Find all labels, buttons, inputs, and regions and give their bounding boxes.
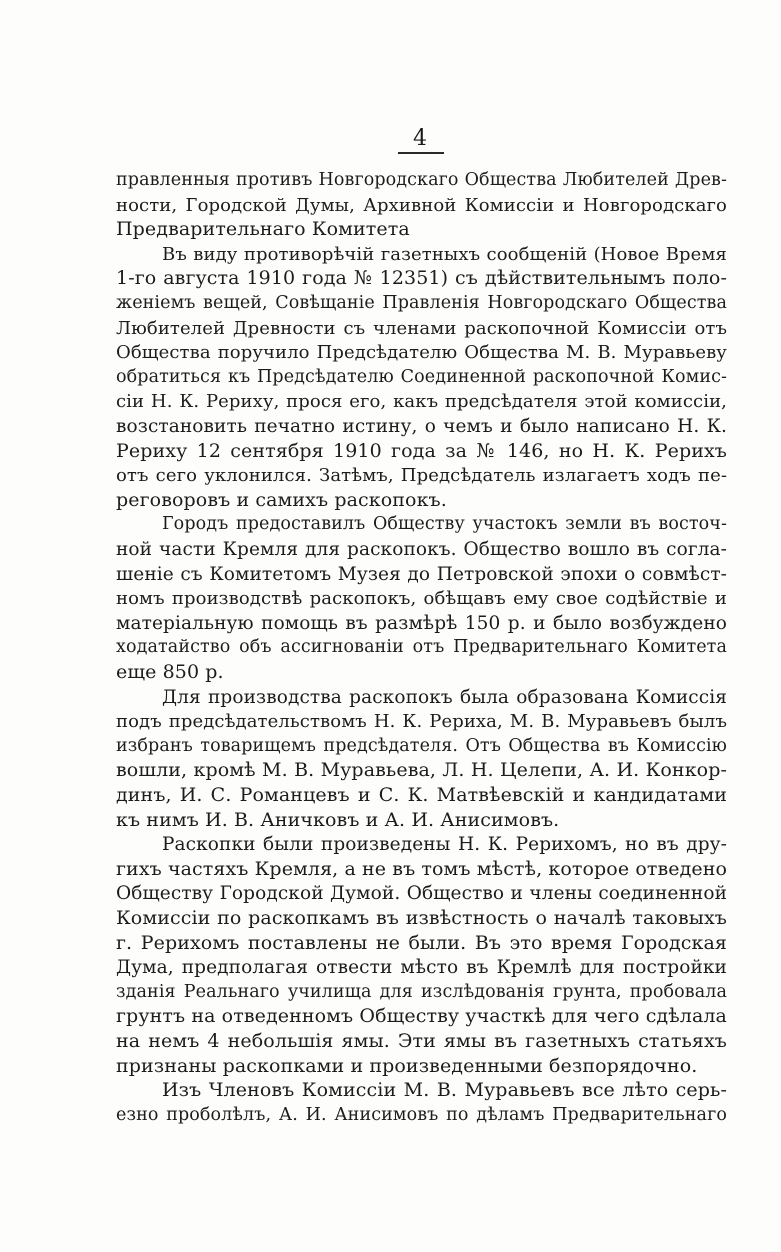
text-line: возстановить печатно истину, о чемъ и было написано Н. К.: [116, 416, 727, 437]
text-line: вошли, кромѣ М. В. Муравьева, Л. Н. Целепи, А. И. Конкор-: [116, 759, 727, 781]
text-line: Комиссіи по раскопкамъ въ извѣстность о началѣ таковыхъ: [116, 907, 727, 929]
text-line: Раскопки были произведены Н. К. Рерихомъ, но въ дру-: [162, 834, 727, 855]
text-line: ходатайство объ ассигнованіи отъ Предварительнаго Комитета: [116, 637, 727, 657]
page-number-underline: [398, 152, 444, 154]
text-line: Любителей Древности съ членами раскопочной Комиссіи отъ: [116, 318, 727, 339]
text-line: на немъ 4 небольшія ямы. Эти ямы въ газетныхъ статьяхъ: [116, 1030, 727, 1052]
text-line: Обществу Городской Думой. Общество и члены соединенной: [116, 883, 727, 904]
text-line: г. Рерихомъ поставлены не были. Въ это время Городская: [116, 932, 727, 954]
text-line: обратиться къ Предсѣдателю Соединенной раскопочной Комис-: [116, 367, 727, 387]
text-line: подъ предсѣдательствомъ Н. К. Рериха, М. В. Муравьевъ былъ: [116, 711, 727, 732]
text-line: правленныя противъ Новгородскаго Общества Любителей Древ-: [116, 170, 727, 190]
text-line: Дума, предполагая отвести мѣсто въ Кремлѣ для постройки: [116, 957, 727, 978]
text-line: избранъ товарищемъ предсѣдателя. Отъ Общества въ Комиссію: [116, 736, 727, 756]
text-line: женіемъ вещей, Совѣщаніе Правленія Новгородскаго Общества: [116, 293, 727, 313]
text-line: отъ сего уклонился. Затѣмъ, Предсѣдатель излагаетъ ходъ пе-: [116, 465, 727, 486]
text-line: зданія Реальнаго училища для изслѣдованія грунта, пробовала: [116, 982, 727, 1002]
text-line: шеніе съ Комитетомъ Музея до Петровской эпохи о совмѣст-: [116, 564, 727, 585]
text-line: Общества поручило Предсѣдателю Общества М. В. Муравьеву: [116, 342, 727, 363]
text-line: динъ, И. С. Романцевъ и С. К. Матвѣевскій и кандидатами: [116, 784, 727, 806]
text-line: къ нимъ И. В. Аничковъ и А. И. Анисимовъ.: [116, 809, 560, 831]
text-line: сіи Н. К. Рериху, прося его, какъ предсѣдателя этой комиссіи,: [116, 391, 727, 412]
text-line: признаны раскопками и произведенными безпорядочно.: [116, 1055, 698, 1077]
text-line: 1-го августа 1910 года № 12351) съ дѣйствительнымъ поло-: [116, 267, 727, 289]
text-line: езно проболѣлъ, А. И. Анисимовъ по дѣламъ Предварительнаго: [116, 1105, 727, 1125]
text-line: еще 850 р.: [116, 661, 224, 683]
text-line: Въ виду противорѣчій газетныхъ сообщеній (Новое Время: [162, 244, 727, 265]
text-line: реговоровъ и самихъ раскопокъ.: [116, 489, 447, 511]
text-line: Предварительнаго Комитета: [116, 218, 410, 240]
text-line: ной части Кремля для раскопокъ. Общество вошло въ согла-: [116, 539, 727, 560]
text-line: матеріальную помощь въ размѣрѣ 150 р. и было возбуждено: [116, 613, 727, 634]
page-number: 4: [413, 126, 427, 151]
text-line: номъ производствѣ раскопокъ, обѣщавъ ему свое содѣйствіе и: [116, 588, 727, 609]
text-line: Рериху 12 сентября 1910 года за № 146, но Н. К. Рерихъ: [116, 440, 727, 462]
text-line: Изъ Членовъ Комиссіи М. В. Муравьевъ все лѣто серь-: [162, 1079, 727, 1101]
text-line: ности, Городской Думы, Архивной Комиссіи и Новгородскаго: [116, 195, 727, 216]
text-line: грунтъ на отведенномъ Обществу участкѣ для чего сдѣлала: [116, 1005, 727, 1027]
text-line: Городъ предоставилъ Обществу участокъ земли въ восточ-: [162, 514, 727, 534]
text-line: гихъ частяхъ Кремля, а не въ томъ мѣстѣ, которое отведено: [116, 858, 728, 880]
text-line: Для производства раскопокъ была образована Комиссія: [162, 687, 727, 708]
